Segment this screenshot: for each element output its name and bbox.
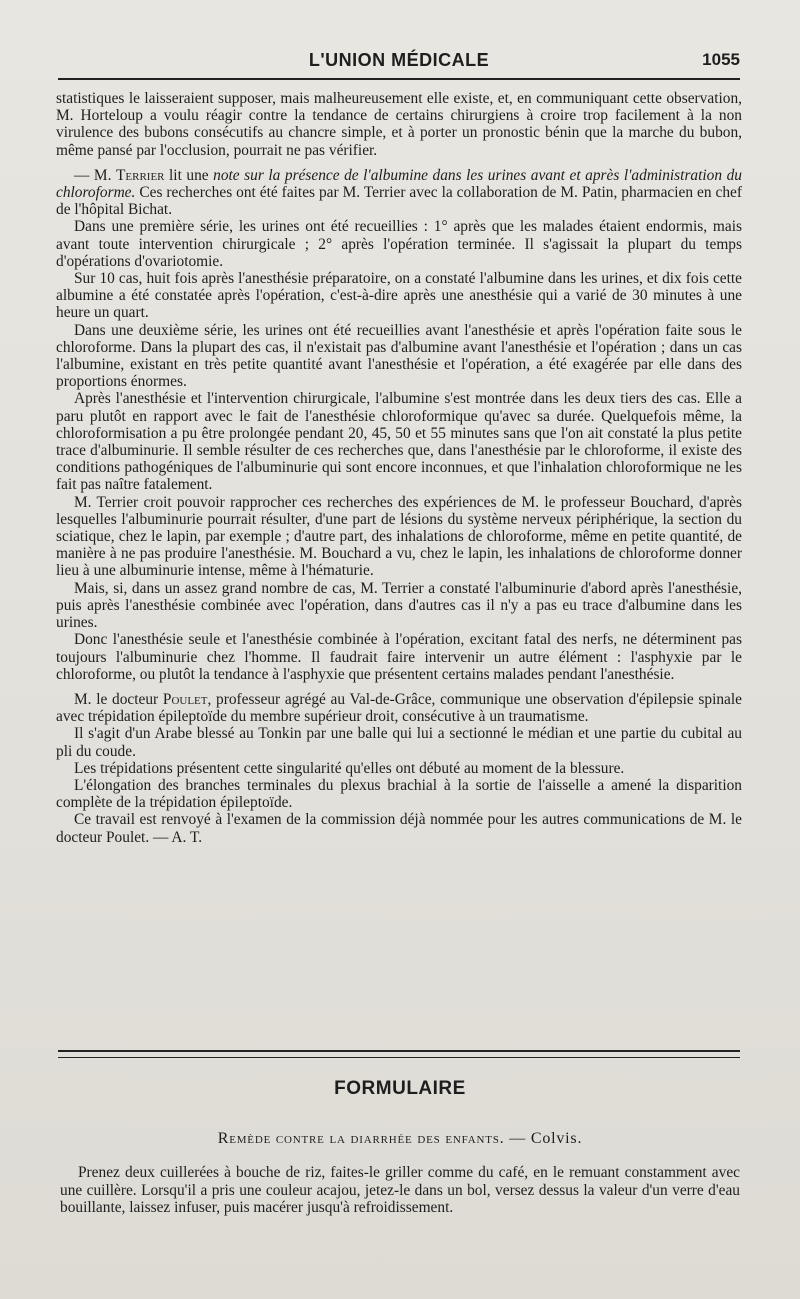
paragraph: Ce travail est renvoyé à l'examen de la commission déjà nommée pour les autres communications de M. le docteur Poulet. — A. T. — [56, 811, 742, 846]
running-title: L'UNION MÉDICALE — [308, 50, 490, 70]
paragraph: M. Terrier croit pouvoir rapprocher ces recherches des expériences de M. le professeur Bouchard, d'après lesquelles l'albuminurie pourrait résulter, d'une part de lésions du système nerveux périphérique, la section du sciatique, chez le lapin, par exemple ; d'autre part, des inhalations de chloroforme, même en petite quantité, de manière à ne pas produire l'anesthésie. M. Bouchard a vu, chez le lapin, les inhalations de chloroforme donner lieu à une albuminurie intense, même à l'hématurie. — [56, 493, 742, 580]
text-segment: Ces recherches ont été faites par M. Terrier avec la collaboration de M. Patin, pharmacien en chef de l'hôpital Bichat. — [56, 184, 742, 219]
text-segment: lit une — [164, 166, 214, 184]
page-number: 1055 — [702, 50, 740, 69]
text-segment: M. le docteur — [74, 690, 163, 708]
paragraph-continuation: statistiques le laisseraient supposer, mais malheureusement elle existe, et, en communiquant cette observation, M. Horteloup a voulu réagir contre la tendance de certains chirurgiens à croire trop facilement à la non virulence des bubons consécutifs au chancre simple, et à porter un pronostic bénin que la marche du bubon, même pansé par l'occlusion, pourrait ne pas vérifier. — [56, 90, 742, 159]
paragraph: Après l'anesthésie et l'intervention chirurgicale, l'albumine s'est montrée dans les deux tiers des cas. Elle a paru plutôt en rapport avec le fait de l'anesthésie chloroformique qu'avec sa durée. Quelquefois même, la chloroformisation a pu être prolongée pendant 20, 45, 50 et 55 minutes sans que l'on ait constaté la plus petite trace d'albuminurie. Il semble résulter de ces recherches que, dans l'anesthésie par le chloroforme, il existe des conditions pathogéniques de l'albuminurie qui sont encore inconnues, et que l'inhalation chloroformique ne les fait pas naître fatalement. — [56, 390, 742, 494]
paragraph: Dans une première série, les urines ont été recueillies : 1° après que les malades étaient endormis, mais avant toute intervention chirurgicale ; 2° après l'opération terminée. Il s'agissait la plupart du temps d'opérations d'ovariotomie. — [56, 218, 742, 270]
paragraph: L'élongation des branches terminales du plexus brachial à la sortie de l'aisselle a amené la disparition complète de la trépidation épileptoïde. — [56, 776, 742, 812]
dash-prefix: — M. — [74, 166, 116, 184]
header-rule — [58, 78, 740, 80]
recipe-title: Remède contre la diarrhée des enfants. — [217, 1130, 505, 1147]
note-title: note sur la présence de l'albumine dans les urines avant et après l'administration du chloroforme. — [56, 166, 742, 202]
recipe-heading — [0, 1130, 800, 1148]
paragraph-poulet — [56, 691, 742, 725]
section-title: FORMULAIRE — [334, 1078, 466, 1099]
recipe-paragraph: Prenez deux cuillerées à bouche de riz, faites-le griller comme du café, en le remuant constamment avec une cuillère. Lorsqu'il a pris une couleur acajou, jetez-le dans un bol, versez dessus la valeur d'un verre d'eau bouillante, laissez infuser, puis macérer jusqu'à refroidissement. — [60, 1164, 740, 1216]
paragraph: Dans une deuxième série, les urines ont été recueillies avant l'anesthésie et après l'opération faite sous le chloroforme. Dans la plupart des cas, il n'existait pas d'albumine avant l'anesthésie et l'opération ; dans un cas l'albumine, existant en très petite quantité avant l'anesthésie et l'opération, a été exagérée par elle dans des proportions énormes. — [56, 321, 742, 391]
section-divider — [58, 1050, 740, 1058]
text-segment: , professeur agrégé au Val-de-Grâce, communique une observation d'épilepsie spinale avec trépidation épileptoïde du membre supérieur droit, consécutive à un traumatisme. — [56, 690, 742, 726]
recipe-author: — Colvis. — [509, 1130, 583, 1147]
author-name-poulet: Poulet — [162, 690, 208, 708]
article-body — [56, 90, 742, 846]
paragraph: Sur 10 cas, huit fois après l'anesthésie préparatoire, on a constaté l'albumine dans les urines, et dix fois cette albumine a été constatée après l'opération, c'est-à-dire après une anesthésie qui a varié de 30 minutes à une heure un quart. — [56, 270, 742, 322]
recipe-body — [60, 1164, 740, 1217]
page-header — [58, 50, 740, 76]
paragraph: Les trépidations présentent cette singularité qu'elles ont débuté au moment de la blessure. — [74, 759, 625, 777]
paragraph: Donc l'anesthésie seule et l'anesthésie combinée à l'opération, excitant fatal des nerfs, ne déterminent pas toujours l'albuminurie chez l'homme. Il faudrait faire intervenir un autre élément : l'asphyxie par le chloroforme, ou plutôt la tendance à l'asphyxie que présentent certains malades pendant l'anesthésie. — [56, 631, 742, 683]
paragraph-terrier-note — [56, 167, 742, 219]
paragraph: Il s'agit d'un Arabe blessé au Tonkin par une balle qui lui a sectionné le médian et une partie du cubital au pli du coude. — [56, 725, 742, 760]
author-name-terrier: Terrier — [115, 166, 165, 184]
paragraph: Mais, si, dans un assez grand nombre de cas, M. Terrier a constaté l'albuminurie d'abord après l'anesthésie, puis après l'anesthésie combinée avec l'opération, dans d'autres cas il n'y a pas eu trace d'albumine dans les urines. — [56, 579, 742, 632]
